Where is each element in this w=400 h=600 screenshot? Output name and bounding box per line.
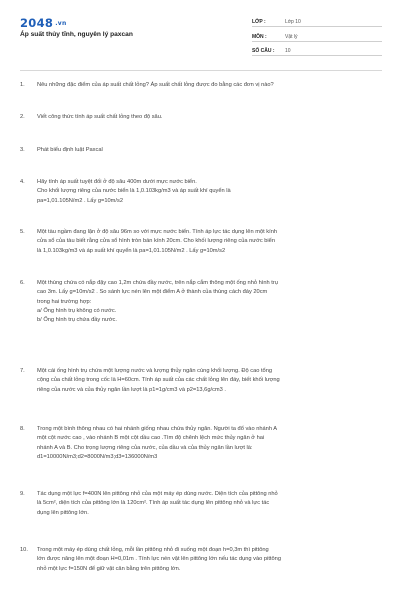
question-text xyxy=(37,279,382,325)
meta-key: MÔN : xyxy=(252,34,267,40)
question-text xyxy=(37,425,382,462)
question-number: 1. xyxy=(20,82,25,88)
question-line: pa=1,01.105N/m2 . Lấy g=10m/s2 xyxy=(37,197,124,204)
question-text xyxy=(37,146,382,155)
question-line: là 5cm², diện tích của pittông lớn là 120cm². Tính áp suất tác dụng lên pittông nhỏ và lực tác xyxy=(37,500,270,507)
question-line: d1=10000N/m3;d2=8000N/m3;d3=136000N/m3 xyxy=(37,453,158,460)
question-line: là 1,0.103kg/m3 và áp suất khí quyển là pa=1,01.105N/m2 . Lấy g=10m/s2 xyxy=(37,247,226,254)
question-line: cao 3m. Lấy g=10m/s2 . So sánh lực nén lên một điểm A ở thành của thùng cách đáy 20cm xyxy=(37,289,268,296)
logo-text: 2048 xyxy=(20,16,54,30)
question-line: a/ Ống hình trụ không có nước. xyxy=(37,307,117,314)
question-number: 3. xyxy=(20,147,25,153)
page-header xyxy=(0,0,400,64)
question-line: Trong một máy ép dùng chất lỏng, mỗi lần pittông nhỏ đi xuống một đoạn h=0,3m thì pittông xyxy=(37,547,269,553)
logo-suffix: .vn xyxy=(55,20,67,27)
meta-row-class xyxy=(252,15,382,27)
document-title: Áp suất thủy tĩnh, nguyên lý paxcan xyxy=(20,31,133,38)
question-text xyxy=(37,113,382,122)
question-line: Một tàu ngầm đang lặn ở độ sâu 96m so với mực nước biển. Tính áp lực tác dụng lên một kính xyxy=(37,229,278,235)
question-line: cửa sổ của tàu biết rằng cửa sổ hình tròn bán kính 20cm. Cho khối lượng riêng của nước biển xyxy=(37,238,276,245)
question-line: lớn được nâng lên một đoạn H=0,01m . Tính lực nén vật lên pittông lớn nếu tác dụng vào pittông xyxy=(37,556,281,563)
question-number: 7. xyxy=(20,368,25,374)
question-text xyxy=(37,228,382,256)
meta-value: 10 xyxy=(285,48,291,54)
question-line: trong hai trường hợp: xyxy=(37,298,92,305)
question-line: riêng của nước và của thủy ngân lần lượt là p1=1g/cm3 và p2=13,6g/cm3 . xyxy=(37,386,226,393)
question-number: 8. xyxy=(20,426,25,432)
question-line: Nêu những đặc điểm của áp suất chất lỏng? Áp suất chất lỏng được đo bằng các đơn vị nào? xyxy=(37,82,274,88)
question-line: Hãy tính áp suất tuyệt đối ở độ sâu 400m dưới mực nước biển. xyxy=(37,179,197,185)
question-text xyxy=(37,490,382,518)
meta-row-question-count xyxy=(252,44,382,56)
header-divider xyxy=(20,70,382,71)
question-text xyxy=(37,367,382,395)
question-text xyxy=(37,178,382,206)
meta-value: Vật lý xyxy=(285,34,298,40)
question-line: b/ Ống hình trụ chứa đầy nước. xyxy=(37,317,117,324)
question-line: cộng của chất lỏng trong cốc là H=60cm. Tính áp suất của các chất lỏng lên đáy, biết khối lượng xyxy=(37,377,280,384)
question-text xyxy=(37,546,382,574)
question-line: Viết công thức tính áp suất chất lỏng theo độ sâu. xyxy=(37,114,163,120)
meta-value: Lớp 10 xyxy=(285,19,301,25)
question-line: nhỏ một lực f=150N để giữ vật cân bằng trên pittông lớn. xyxy=(37,565,181,572)
question-line: Trong một bình thông nhau có hai nhánh giống nhau chứa thủy ngân. Người ta đổ vào nhánh A xyxy=(37,426,278,432)
question-text xyxy=(37,81,382,90)
question-line: Phát biểu định luật Paxcal xyxy=(37,147,103,153)
question-number: 10. xyxy=(20,547,28,553)
question-line: Cho khối lượng riêng của nước biển là 1,0.103kg/m3 và áp suất khí quyển là xyxy=(37,188,231,195)
question-line: Một cái ống hình trụ chứa một lượng nước và lượng thủy ngân cùng khối lượng. Độ cao tổng xyxy=(37,368,273,374)
question-number: 6. xyxy=(20,280,25,286)
question-line: một cột nước cao , vào nhánh B một cột dầu cao .Tìm độ chênh lệch mức thủy ngân ở hai xyxy=(37,435,265,442)
question-number: 2. xyxy=(20,114,25,120)
question-line: Một thùng chứa có nắp đậy cao 1,2m chứa đầy nước, trên nắp cắm thông một ống nhỏ hình trụ xyxy=(37,280,278,286)
question-number: 4. xyxy=(20,179,25,185)
question-line: nhánh A và B. Cho trọng lượng riêng của nước, của dầu và của thủy ngân lần lượt là: xyxy=(37,444,253,451)
meta-key: SỐ CÂU : xyxy=(252,48,275,54)
meta-key: LỚP : xyxy=(252,19,266,25)
question-number: 9. xyxy=(20,491,25,497)
meta-row-subject xyxy=(252,30,382,42)
site-logo[interactable] xyxy=(20,16,67,30)
question-number: 5. xyxy=(20,229,25,235)
question-line: Tác dụng một lực f=400N lên pittông nhỏ của một máy ép dùng nước. Diện tích của pittông nhỏ xyxy=(37,491,278,497)
question-line: dụng lên pittông lớn. xyxy=(37,509,89,516)
